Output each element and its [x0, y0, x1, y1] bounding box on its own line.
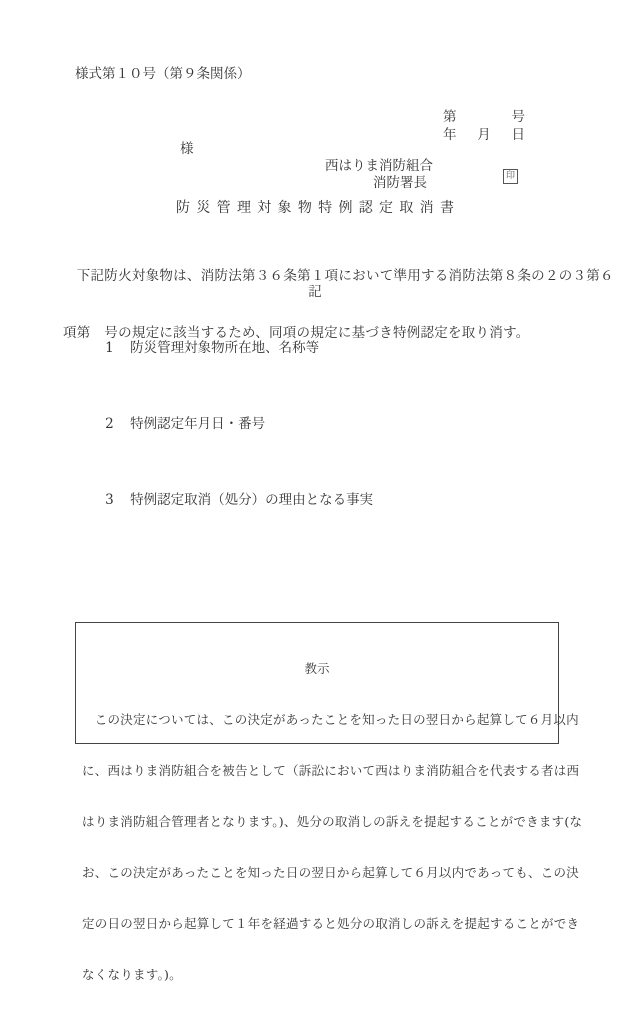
document-number-line: [443, 105, 525, 125]
notice-box: [75, 622, 583, 982]
sender-title: 消防署長: [373, 175, 427, 191]
document-title: 防災管理対象物特例認定取消書: [176, 200, 461, 216]
item-number: 3: [105, 492, 114, 508]
date-day-label: 日: [511, 127, 525, 143]
item-label: 防災管理対象物所在地、名称等: [130, 340, 320, 356]
date-year-label: 年: [443, 127, 457, 143]
notice-line: 定の日の翌日から起算して１年を経過すると処分の取消しの訴えを提起することができ: [82, 916, 580, 931]
notice-title: 教示: [304, 661, 330, 676]
list-item-2: [88, 396, 265, 448]
notice-line: この決定については、この決定があったことを知った日の翌日から起算して６月以内: [82, 712, 579, 727]
seal-mark: 印: [503, 169, 518, 184]
notice-line: なくなります。)。: [82, 967, 182, 982]
notice-line: に、西はりま消防組合を被告として（訴訟において西はりま消防組合を代表する者は西: [82, 763, 580, 778]
doc-number-prefix: 第: [443, 109, 457, 125]
item-label: 特例認定年月日・番号: [130, 416, 266, 432]
doc-number-suffix: 号: [511, 109, 525, 125]
list-item-3: [88, 472, 373, 524]
item-label: 特例認定取消（処分）の理由となる事実: [130, 492, 374, 508]
sender-organization: 西はりま消防組合: [325, 158, 433, 174]
item-number: 2: [105, 416, 114, 432]
ki-heading: 記: [308, 284, 322, 300]
date-line: [443, 123, 525, 143]
body-line: 項第 号の規定に該当するため、同項の規定に基づき特例認定を取り消す。: [63, 325, 530, 341]
list-item-1: [88, 320, 319, 372]
form-number: 様式第１０号（第９条関係）: [75, 66, 251, 82]
date-month-label: 月: [477, 127, 491, 143]
body-line: 下記防火対象物は、消防法第３６条第１項において準用する消防法第８条の２の３第６: [63, 268, 614, 284]
addressee-suffix: 様: [180, 141, 194, 157]
notice-line: お、この決定があったことを知った日の翌日から起算して６月以内であっても、この決: [82, 865, 580, 880]
notice-line: はりま消防組合管理者となります。)、処分の取消しの訴えを提起することができます(な: [82, 814, 583, 829]
item-number: 1: [105, 340, 114, 356]
